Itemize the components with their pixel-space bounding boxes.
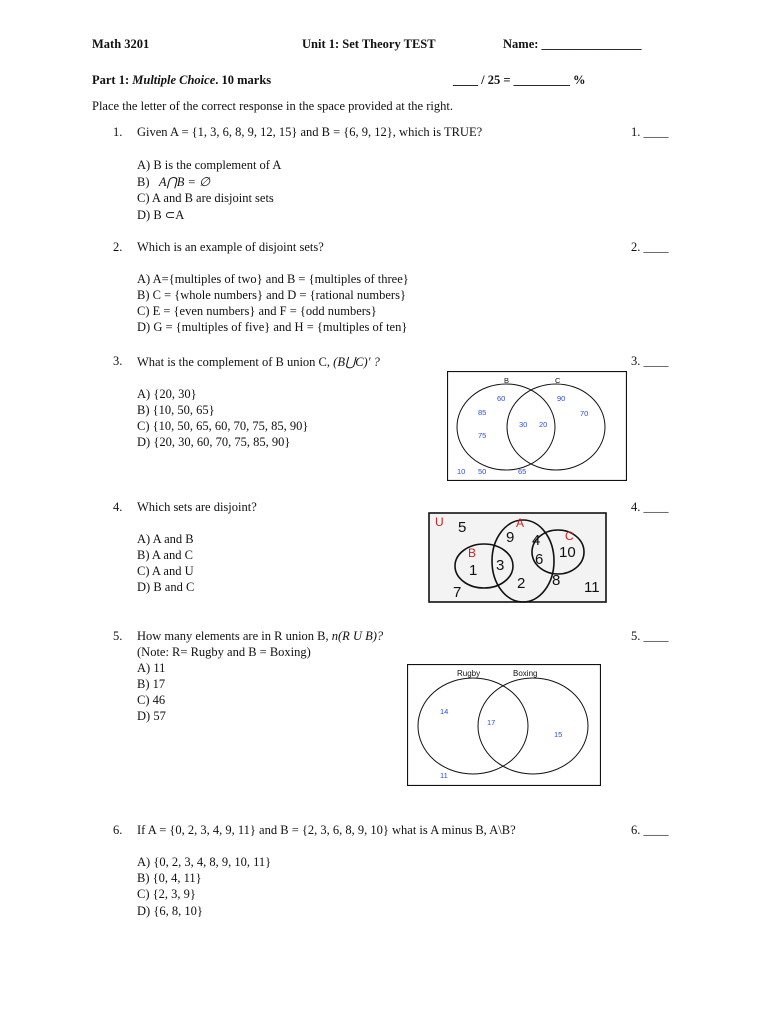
- question-text: Which is an example of disjoint sets?: [137, 240, 324, 254]
- venn-value: 11: [584, 579, 600, 596]
- venn-diagram-q4: [428, 512, 608, 604]
- question-text: If A = {0, 2, 3, 4, 9, 11} and B = {2, 3, 6, 8, 9, 10} what is A minus B, A\B?: [137, 823, 516, 837]
- option: D) G = {multiples of five} and H = {multiples of ten}: [137, 320, 408, 334]
- question-number: 6.: [113, 823, 123, 837]
- venn-value: 3: [496, 557, 505, 574]
- question-number: 4.: [113, 500, 123, 514]
- question-note: (Note: R= Rugby and B = Boxing): [137, 645, 311, 659]
- venn-label: A: [516, 516, 525, 530]
- option: C) A and B are disjoint sets: [137, 191, 274, 205]
- question-number: 3.: [113, 354, 123, 368]
- option: B) 17: [137, 677, 166, 691]
- option: D) B ⊂A: [137, 208, 185, 222]
- venn-diagram-q5: [407, 664, 601, 786]
- venn-value: 17: [487, 718, 496, 727]
- option: D) {6, 8, 10}: [137, 904, 203, 918]
- option: B) C = {whole numbers} and D = {rational numbers}: [137, 288, 406, 302]
- venn-value: 9: [506, 529, 515, 546]
- instructions: Place the letter of the correct response in the space provided at the right.: [92, 99, 453, 113]
- venn-value: 85: [478, 408, 487, 417]
- venn-label: C: [555, 376, 561, 385]
- venn-value: 60: [497, 394, 506, 403]
- venn-value: 10: [457, 467, 466, 476]
- name-field: Name: ________________: [503, 37, 642, 51]
- option: B) A and C: [137, 548, 193, 562]
- venn-value: 50: [478, 467, 487, 476]
- venn-value: 5: [458, 519, 467, 536]
- venn-value: 7: [453, 584, 462, 601]
- answer-blank[interactable]: 2. ____: [631, 240, 669, 254]
- unit-title: Unit 1: Set Theory TEST: [302, 37, 436, 51]
- venn-value: 15: [554, 730, 563, 739]
- answer-blank[interactable]: 1. ____: [631, 125, 669, 139]
- question-text: Given A = {1, 3, 6, 8, 9, 12, 15} and B = {6, 9, 12}, which is TRUE?: [137, 125, 483, 139]
- option: A) B is the complement of A: [137, 158, 282, 172]
- part-label: Part 1: Multiple Choice. 10 marks: [92, 73, 272, 87]
- question-text: How many elements are in R union B, n(R U B)?: [137, 629, 384, 643]
- venn-diagram-q3: [447, 371, 627, 481]
- option: C) E = {even numbers} and F = {odd numbers}: [137, 304, 377, 318]
- venn-label: U: [435, 515, 444, 529]
- venn-value: 6: [535, 551, 544, 568]
- question-number: 1.: [113, 125, 123, 139]
- option: A) 11: [137, 661, 166, 675]
- venn-value: 75: [478, 431, 487, 440]
- question-number: 5.: [113, 629, 123, 643]
- venn-value: 65: [518, 467, 527, 476]
- venn-value: 4: [532, 532, 541, 549]
- venn-label: B: [504, 376, 510, 385]
- answer-blank[interactable]: 3. ____: [631, 354, 669, 368]
- venn-value: 20: [539, 420, 548, 429]
- answer-blank[interactable]: 5. ____: [631, 629, 669, 643]
- venn-value: 10: [559, 544, 576, 561]
- venn-value: 8: [552, 572, 561, 589]
- venn-value: 14: [440, 707, 449, 716]
- venn-label: C: [565, 529, 574, 543]
- venn-value: 11: [440, 771, 448, 780]
- venn-label: Rugby: [457, 669, 481, 678]
- venn-value: 90: [557, 394, 566, 403]
- option: A) {0, 2, 3, 4, 8, 9, 10, 11}: [137, 855, 272, 869]
- option: B) A⋂B = ∅: [137, 175, 210, 189]
- option: D) 57: [137, 709, 166, 723]
- option: D) {20, 30, 60, 70, 75, 85, 90}: [137, 435, 291, 449]
- answer-blank[interactable]: 6. ____: [631, 823, 669, 837]
- score-line: ____ / 25 = _________ %: [453, 73, 586, 87]
- venn-value: 2: [517, 575, 526, 592]
- option: C) {10, 50, 65, 60, 70, 75, 85, 90}: [137, 419, 309, 433]
- option: B) {10, 50, 65}: [137, 403, 215, 417]
- option: A) A={multiples of two} and B = {multiples of three}: [137, 272, 409, 286]
- option: C) {2, 3, 9}: [137, 887, 196, 901]
- venn-label: Boxing: [513, 669, 538, 678]
- venn-label: B: [468, 546, 477, 560]
- question-text: Which sets are disjoint?: [137, 500, 257, 514]
- option: B) {0, 4, 11}: [137, 871, 202, 885]
- course-title: Math 3201: [92, 37, 150, 51]
- option: C) 46: [137, 693, 166, 707]
- venn-value: 70: [580, 409, 589, 418]
- option: C) A and U: [137, 564, 194, 578]
- venn-value: 1: [469, 562, 478, 579]
- option: D) B and C: [137, 580, 195, 594]
- option: A) {20, 30}: [137, 387, 197, 401]
- question-text: What is the complement of B union C, (B⋃C)′ ?: [137, 355, 380, 369]
- question-number: 2.: [113, 240, 123, 254]
- venn-universal-box: [448, 372, 627, 481]
- answer-blank[interactable]: 4. ____: [631, 500, 669, 514]
- venn-value: 30: [519, 420, 528, 429]
- option: A) A and B: [137, 532, 194, 546]
